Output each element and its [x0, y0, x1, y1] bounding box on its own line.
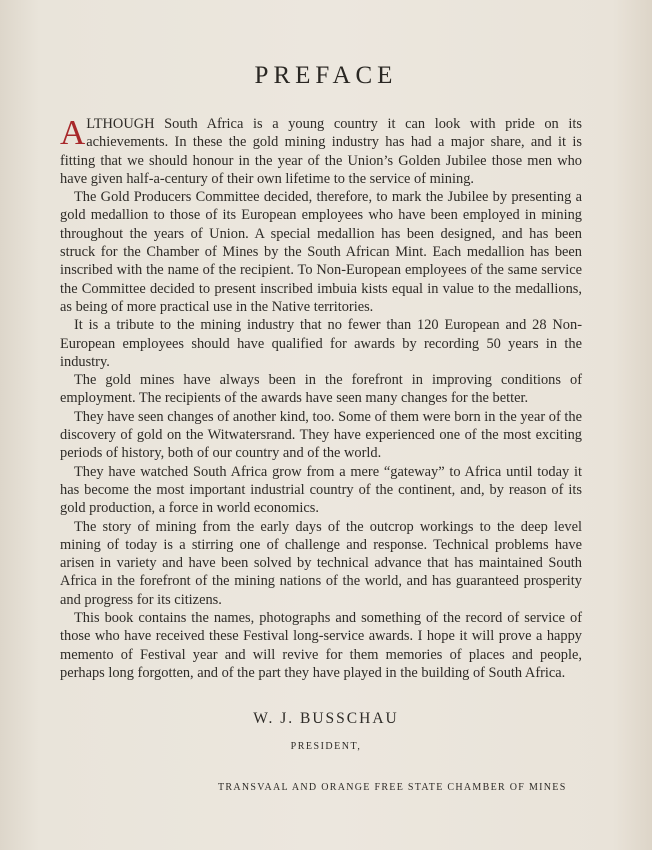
paragraph-1-text: LTHOUGH South Africa is a young country it can look with pride on its achievements. In these the gold mining industry has had a major share, and it is fitting that we should honour in the year of the Union’s Golden Jubilee those men who have given half-a-century of their own lifetime to the service of mining.	[60, 116, 582, 187]
paragraph-6: They have watched South Africa grow from a mere “gateway” to Africa until today it has become the most important industrial country of the continent, and, by reason of its gold production, a force in world economics.	[60, 463, 582, 517]
preface-body	[60, 115, 582, 682]
signature-title: PRESIDENT,	[290, 741, 362, 752]
paragraph-7: The story of mining from the early days of the outcrop workings to the deep level mining of today is a stirring one of challenge and response. Technical problems have arisen in variety and have been solved by technical advance that has maintained South Africa in the forefront of the mining nations of the world, and has guaranteed prosperity and progress for its citizens.	[60, 518, 582, 608]
paragraph-1	[60, 115, 582, 188]
paragraph-3: It is a tribute to the mining industry that no fewer than 120 European and 28 Non-European employees should have qualified for awards by recording 50 years in the industry.	[60, 317, 582, 370]
signature-name: W. J. BUSSCHAU	[253, 710, 399, 727]
paragraph-5: They have seen changes of another kind, too. Some of them were born in the year of the discovery of gold on the Witwatersrand. They have experienced one of the most exciting periods of history, both of our country and of the world.	[60, 408, 582, 462]
drop-cap: A	[60, 113, 86, 152]
paragraph-2: The Gold Producers Committee decided, therefore, to mark the Jubilee by presenting a gold medallion to those of its European employees who have been employed in mining throughout the years of Union. A special medallion has been designed, and has been struck for the Chamber of Mines by the South African Mint. Each medallion has been inscribed with the name of the recipient. To Non-European employees of the same service the Committee decided to present inscribed imbuia kists equal in value to the medallions, as being of more practical use in the Native territories.	[60, 189, 582, 315]
paragraph-4: The gold mines have always been in the forefront in improving conditions of employment. The recipients of the awards have seen many changes for the better.	[60, 372, 582, 407]
signature-organization: TRANSVAAL AND ORANGE FREE STATE CHAMBER OF MINES	[218, 782, 567, 793]
page-title: PREFACE	[254, 62, 398, 89]
paragraph-8: This book contains the names, photographs and something of the record of service of those who have received these Festival long-service awards. I hope it will prove a happy memento of Festival year and will revive for them memories of places and people, perhaps long forgotten, and of the part they have played in the building of South Africa.	[60, 610, 582, 681]
